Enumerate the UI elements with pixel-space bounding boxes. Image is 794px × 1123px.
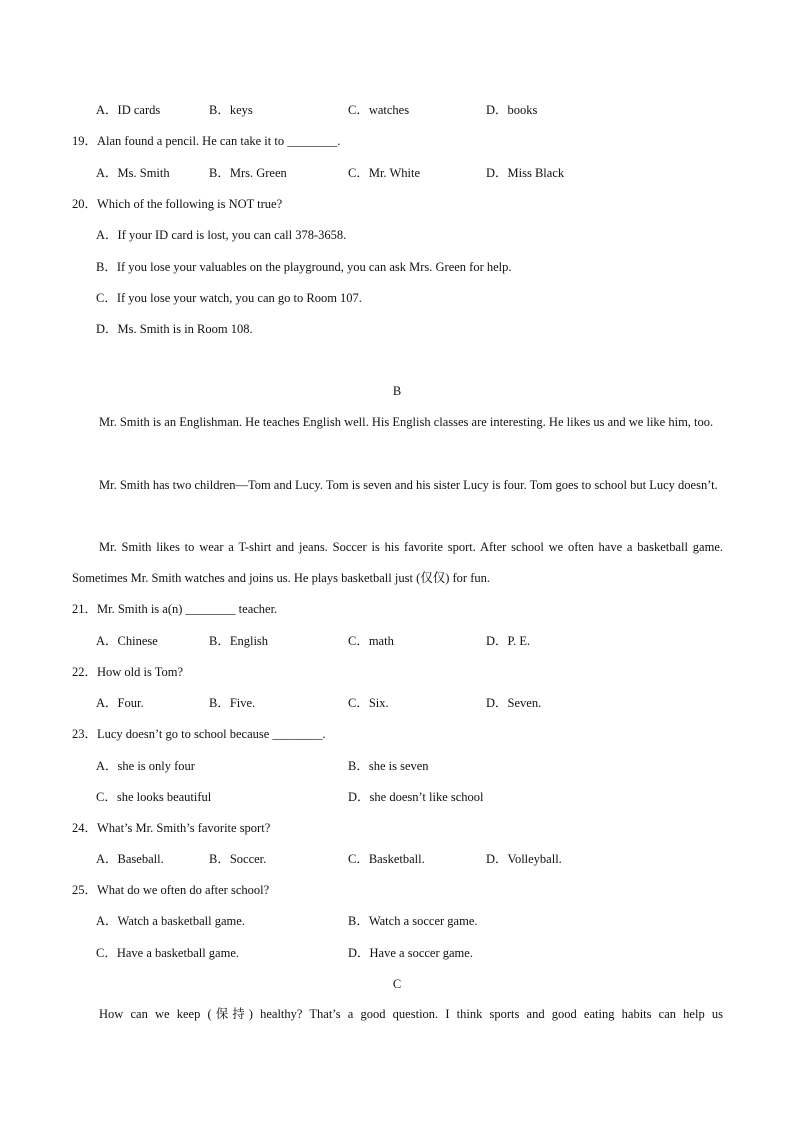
q19-option-c: C．Mr. White [348,166,420,180]
q25-option-d: D．Have a soccer game. [348,946,473,960]
q18-option-b: B．keys [209,103,253,117]
q19-option-a: A．Ms. Smith [96,166,170,180]
q22-option-b: B．Five. [209,696,256,710]
section-b-paragraph-3: Mr. Smith likes to wear a T-shirt and jeans. Soccer is his favorite sport. After school we often have a basketball game. Sometimes Mr. Smith watches and joins us. He plays basketball just (仅仅) for fun. [72,540,723,585]
q19-option-d: D．Miss Black [486,166,565,180]
q25-option-a: A．Watch a basketball game. [96,914,245,928]
q23-option-c: C．she looks beautiful [96,790,212,804]
q24-option-c: C．Basketball. [348,852,425,866]
section-c-heading: C [392,977,402,991]
q21-option-a: A．Chinese [96,634,158,648]
q23-option-a: A．she is only four [96,759,195,773]
q19-option-b: B．Mrs. Green [209,166,287,180]
q23-option-d: D．she doesn’t like school [348,790,484,804]
q24-option-a: A．Baseball. [96,852,164,866]
q21-option-b: B．English [209,634,269,648]
q25-question: 25．What do we often do after school? [72,883,270,897]
q22-option-a: A．Four. [96,696,144,710]
q22-option-c: C．Six. [348,696,389,710]
q23-option-b: B．she is seven [348,759,429,773]
q20-option-b: B．If you lose your valuables on the playground, you can ask Mrs. Green for help. [96,260,512,274]
q25-option-b: B．Watch a soccer game. [348,914,478,928]
q23-question: 23．Lucy doesn’t go to school because ________. [72,727,326,741]
section-b-paragraph-2: Mr. Smith has two children—Tom and Lucy. Tom is seven and his sister Lucy is four. Tom goes to school but Lucy doesn’t. [99,478,718,492]
q22-question: 22．How old is Tom? [72,665,184,679]
q18-option-d: D．books [486,103,538,117]
q18-option-a: A．ID cards [96,103,161,117]
q20-question: 20．Which of the following is NOT true? [72,197,283,211]
q20-option-d: D．Ms. Smith is in Room 108. [96,322,253,336]
q20-option-c: C．If you lose your watch, you can go to Room 107. [96,291,362,305]
q21-question: 21．Mr. Smith is a(n) ________ teacher. [72,602,278,616]
q19-question: 19．Alan found a pencil. He can take it to ________. [72,134,341,148]
q24-question: 24．What’s Mr. Smith’s favorite sport? [72,821,271,835]
q20-option-a: A．If your ID card is lost, you can call 378-3658. [96,228,347,242]
q21-option-d: D．P. E. [486,634,531,648]
q21-option-c: C．math [348,634,394,648]
section-c-intro: How can we keep (保持) healthy? That’s a good question. I think sports and good eating habits can help us [99,1007,723,1021]
section-b-paragraph-1: Mr. Smith is an Englishman. He teaches English well. His English classes are interesting. He likes us and we like him, too. [99,415,714,429]
q22-option-d: D．Seven. [486,696,542,710]
q18-option-c: C．watches [348,103,410,117]
q24-option-d: D．Volleyball. [486,852,562,866]
section-b-heading: B [392,384,402,398]
q25-option-c: C．Have a basketball game. [96,946,240,960]
q24-option-b: B．Soccer. [209,852,267,866]
